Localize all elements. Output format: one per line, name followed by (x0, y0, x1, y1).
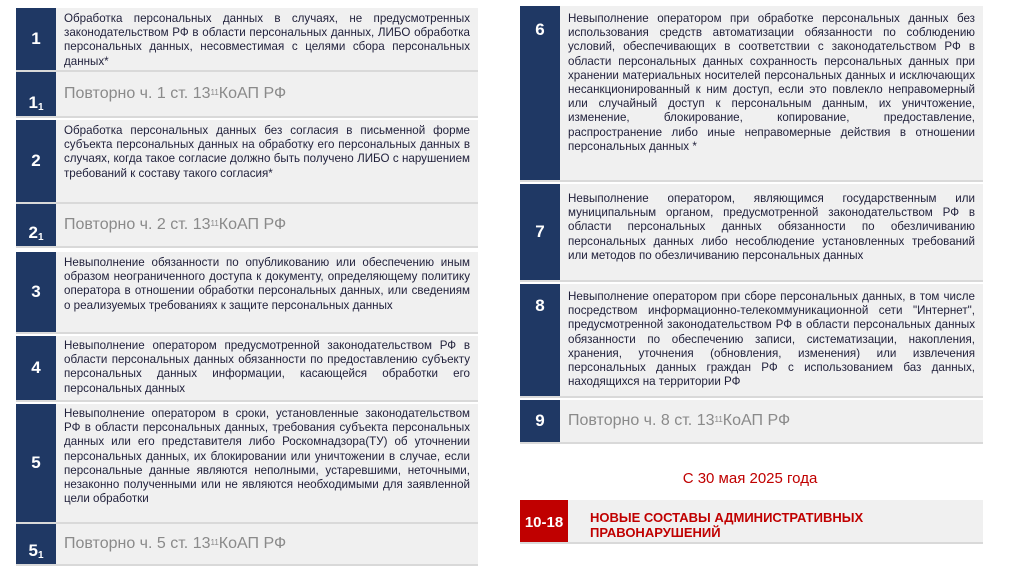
offense-card-2-1 (16, 204, 478, 248)
repeat-offense-text: Повторно ч. 8 ст. 13 $^{11}$ КоАП РФ (568, 412, 791, 429)
effective-date-heading: С 30 мая 2025 года (682, 470, 818, 487)
offense-card-3 (16, 252, 478, 334)
repeat-offense-text: Повторно ч. 5 ст. 13 $^{11}$ КоАП РФ (64, 535, 287, 552)
item-number-badge: 10-18 (520, 500, 568, 542)
offense-card-2 (16, 120, 478, 204)
offense-description: Невыполнение обязанности по опубликованию или обеспечению иным образом неограниченного доступа к документу, определяющему политику оператора в отношении обработки персональных данных, или сведениям о реализуемых требованиях к защите персональных данных (64, 256, 470, 312)
item-number-badge: 4 (16, 336, 56, 400)
new-offenses-title: НОВЫЕ СОСТАВЫ АДМИНИСТРАТИВНЫХ ПРАВОНАРУШЕНИЙ (590, 510, 864, 540)
offense-description: Обработка персональных данных в случаях, не предусмотренных законодательством РФ в области персональных данных, ЛИБО обработка персональных данных, несовместимая с целями сбора персональных данных* (64, 12, 470, 68)
new-offenses-card (520, 500, 983, 544)
offense-description: Невыполнение оператором, являющимся государственным или муниципальным органом, предусмотренной законодательством РФ в области персональных данных обязанности по обезличиванию персональных данных либо несоблюдение установленных требований или методов по обезличиванию персональных данных (568, 192, 975, 262)
repeat-offense-text: Повторно ч. 1 ст. 13 $^{11}$ КоАП РФ (64, 85, 287, 102)
offense-card-6 (520, 6, 983, 182)
offense-card-1-1 (16, 72, 478, 118)
item-number-badge: 2 $_1$ (16, 204, 56, 246)
item-number-badge: 5 (16, 404, 56, 522)
offense-card-5-1 (16, 524, 478, 566)
offense-description: Невыполнение оператором при сборе персональных данных, в том числе посредством информационно-телекоммуникационной сети "Интернет", предусмотренной законодательством РФ в области персональных данных обязанности по обеспечению записи, систематизации, накопления, хранения, уточнения (обновления, изменения) или извлечения персональных данных граждан РФ с использованием баз данных, находящихся на территории РФ (568, 290, 975, 389)
item-number-badge: 1 (16, 8, 56, 70)
offense-card-4 (16, 336, 478, 402)
offense-description: Невыполнение оператором предусмотренной законодательством РФ в области персональных данных обязанности по предоставлению субъекту персональных данных информации, касающейся обработки его персональных данных (64, 339, 470, 395)
offense-description: Невыполнение оператором в сроки, установленные законодательством РФ в области персональных данных, требования субъекта персональных данных или его представителя либо Роскомнадзора(ТУ) об уточнении персональных данных, их блокировании или уничтожении в случае, если персональные данные являются неполными, устаревшими, неточными, незаконно полученными или не являются необходимыми для заявленной цели обработки (64, 407, 470, 506)
offense-card-8 (520, 284, 983, 398)
item-number-badge: 5 $_1$ (16, 524, 56, 564)
item-number-badge: 1 $_1$ (16, 72, 56, 116)
offense-card-1 (16, 8, 478, 72)
offense-description: Невыполнение оператором при обработке персональных данных без использования средств автоматизации обязанности по соблюдению условий, обеспечивающих в соответствии с законодательством РФ в области персональных данных сохранность персональных данных при хранении материальных носителей персональных данных и исключающих несанкционированный к ним доступ, если это повлекло неправомерный или случайный доступ к персональным данным, их уничтожение, изменение, блокирование, копирование, предоставление, распространение либо иные неправомерные действия в отношении персональных данных * (568, 12, 975, 153)
item-number-badge: 7 (520, 184, 560, 280)
item-number-badge: 3 (16, 252, 56, 332)
item-number-badge: 2 (16, 120, 56, 202)
item-number-badge: 6 (520, 6, 560, 180)
repeat-offense-text: Повторно ч. 2 ст. 13 $^{11}$ КоАП РФ (64, 216, 287, 233)
offense-description: Обработка персональных данных без согласия в письменной форме субъекта персональных данных на обработку его персональных данных в случаях, когда такое согласие должно быть получено ЛИБО с нарушением требований к составу такого согласия* (64, 124, 470, 180)
item-number-badge: 8 (520, 284, 560, 396)
offense-card-5 (16, 404, 478, 524)
item-number-badge: 9 (520, 400, 560, 442)
offense-card-7 (520, 184, 983, 282)
offense-card-9 (520, 400, 983, 444)
